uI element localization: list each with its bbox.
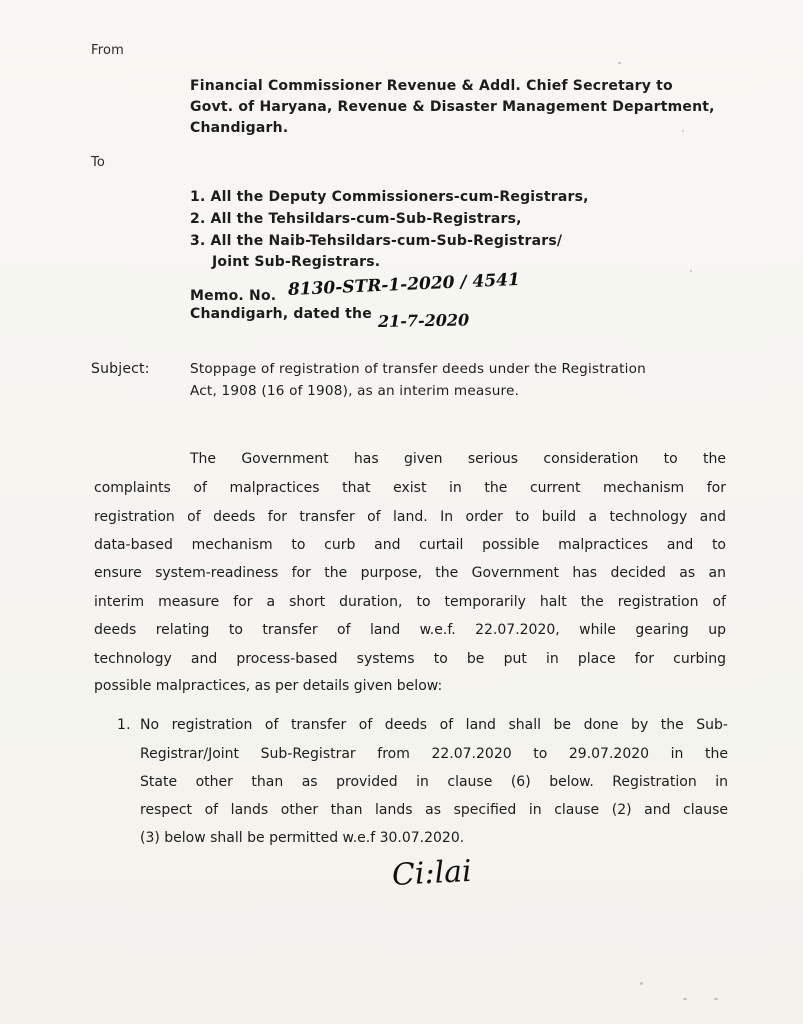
scan-speck [690, 270, 692, 272]
recipient-3: 3. All the Naib-Tehsildars-cum-Sub-Registrars/ [190, 233, 563, 249]
sender-line-3: Chandigarh. [190, 120, 289, 136]
signature: Ci:lai [391, 853, 473, 893]
clause-line-3: State other than as provided in clause (6) below. Registration in [140, 774, 728, 790]
body-line-9: possible malpractices, as per details given below: [94, 678, 443, 694]
body-line-3: registration of deeds for transfer of land. In order to build a technology and [94, 509, 726, 525]
body-line-4: data-based mechanism to curb and curtail possible malpractices and to [94, 537, 726, 553]
recipient-1: 1. All the Deputy Commissioners-cum-Registrars, [190, 189, 589, 205]
body-line-8: technology and process-based systems to be put in place for curbing [94, 651, 726, 667]
body-line-6: interim measure for a short duration, to temporarily halt the registration of [94, 594, 726, 610]
scan-speck [640, 982, 643, 985]
recipient-3-continued: Joint Sub-Registrars. [212, 254, 381, 270]
date-handwritten: 21-7-2020 [377, 310, 470, 331]
scan-speck [618, 62, 621, 64]
dated-label: Chandigarh, dated the [190, 306, 372, 322]
subject-label: Subject: [91, 361, 150, 377]
clause-line-1: No registration of transfer of deeds of land shall be done by the Sub- [140, 717, 728, 733]
from-label: From [91, 43, 125, 58]
clause-number: 1. [117, 717, 131, 733]
scan-speck [714, 998, 718, 1000]
subject-line-1: Stoppage of registration of transfer deeds under the Registration [190, 361, 646, 377]
clause-line-5: (3) below shall be permitted w.e.f 30.07.2020. [140, 830, 465, 846]
body-first-line: The Government has given serious consideration to the [190, 451, 726, 467]
recipient-2: 2. All the Tehsildars-cum-Sub-Registrars, [190, 211, 522, 227]
body-line-2: complaints of malpractices that exist in the current mechanism for [94, 480, 726, 496]
scan-speck [683, 998, 687, 1000]
scan-speck [682, 130, 684, 132]
memo-number-handwritten: 8130-STR-1-2020 / 4541 [287, 269, 521, 300]
body-line-5: ensure system-readiness for the purpose, the Government has decided as an [94, 565, 726, 581]
subject-line-2: Act, 1908 (16 of 1908), as an interim measure. [190, 383, 520, 399]
clause-line-2: Registrar/Joint Sub-Registrar from 22.07.2020 to 29.07.2020 in the [140, 746, 728, 762]
clause-line-4: respect of lands other than lands as specified in clause (2) and clause [140, 802, 728, 818]
body-line-7: deeds relating to transfer of land w.e.f. 22.07.2020, while gearing up [94, 622, 726, 638]
to-label: To [91, 155, 106, 170]
memo-label: Memo. No. [190, 288, 277, 304]
sender-line-1: Financial Commissioner Revenue & Addl. Chief Secretary to [190, 78, 673, 94]
sender-line-2: Govt. of Haryana, Revenue & Disaster Management Department, [190, 99, 715, 115]
